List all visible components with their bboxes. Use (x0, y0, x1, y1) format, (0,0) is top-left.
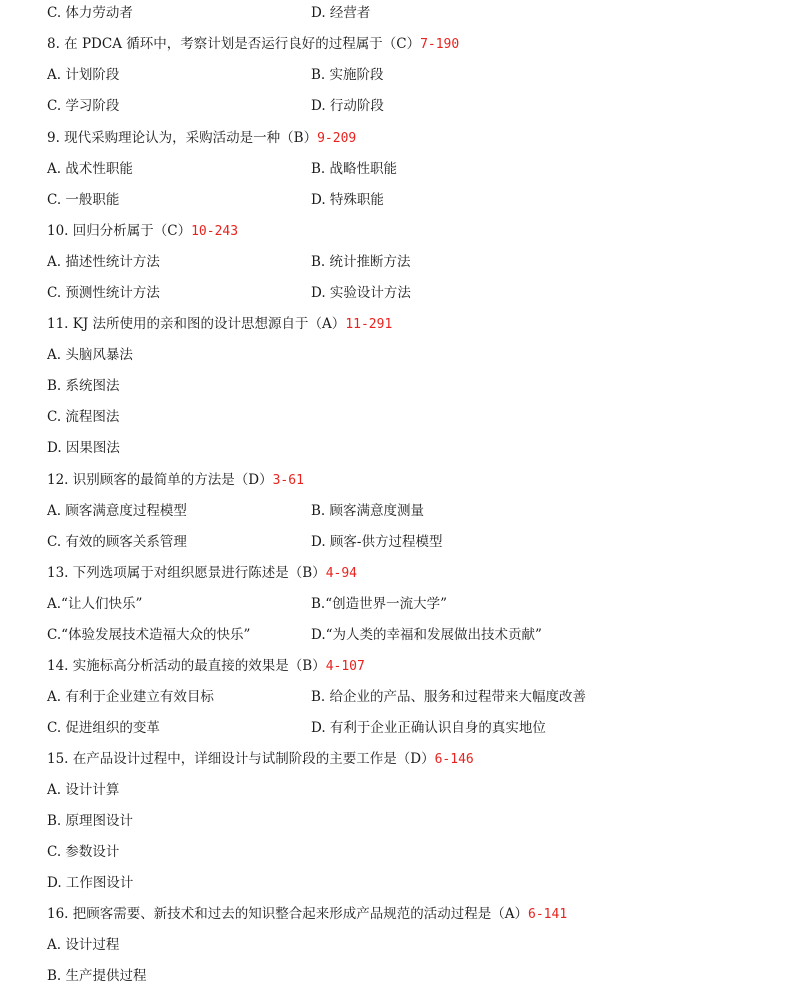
option-a: A. 顾客满意度过程模型 (47, 503, 187, 519)
option-c: C. 促进组织的变革 (47, 720, 160, 736)
question-10 (47, 221, 238, 241)
question-text: 11. KJ 法所使用的亲和图的设计思想源自于（A） (47, 316, 346, 332)
option-a: A. 战术性职能 (47, 161, 133, 177)
page-reference: 10-243 (191, 224, 239, 239)
page-reference: 6-141 (528, 907, 568, 922)
question-text: 12. 识别顾客的最简单的方法是（D） (47, 472, 273, 488)
option-b: B. 实施阶段 (311, 67, 384, 83)
option-d: D. 有利于企业正确认识自身的真实地位 (311, 720, 546, 736)
question-9 (47, 128, 356, 148)
question-11 (47, 314, 392, 334)
option-c: C. 一般职能 (47, 192, 120, 208)
option-d: D. 特殊职能 (311, 192, 384, 208)
question-16 (47, 904, 567, 924)
option-a: A. 有利于企业建立有效目标 (47, 689, 214, 705)
option-a: A. 头脑风暴法 (47, 347, 133, 363)
question-14 (47, 656, 365, 676)
page-reference: 6-146 (434, 752, 474, 767)
option-d: D. 经营者 (311, 5, 371, 21)
option-d: D. 工作图设计 (47, 875, 134, 891)
option-b: B.“创造世界一流大学” (311, 596, 448, 612)
page-reference: 4-107 (325, 659, 365, 674)
option-c: C. 体力劳动者 (47, 5, 133, 21)
option-c: C. 有效的顾客关系管理 (47, 534, 187, 550)
option-d: D. 行动阶段 (311, 98, 384, 114)
option-d: D. 顾客-供方过程模型 (311, 534, 443, 550)
question-text: 8. 在 PDCA 循环中，考察计划是否运行良好的过程属于（C） (47, 36, 421, 52)
question-13 (47, 563, 357, 583)
option-b: B. 给企业的产品、服务和过程带来大幅度改善 (311, 689, 587, 705)
option-b: B. 生产提供过程 (47, 968, 147, 984)
option-b: B. 系统图法 (47, 378, 120, 394)
question-12 (47, 470, 304, 490)
page-reference: 9-209 (317, 131, 357, 146)
page-reference: 4-94 (325, 566, 357, 581)
option-d: D. 实验设计方法 (311, 285, 411, 301)
option-a: A.“让人们快乐” (47, 596, 143, 612)
option-c: C.“体验发展技术造福大众的快乐” (47, 627, 251, 643)
option-c: C. 参数设计 (47, 844, 120, 860)
option-d: D.“为人类的幸福和发展做出技术贡献” (311, 627, 542, 643)
question-text: 16. 把顾客需要、新技术和过去的知识整合起来形成产品规范的活动过程是（A） (47, 906, 529, 922)
option-d: D. 因果图法 (47, 440, 120, 456)
option-b: B. 顾客满意度测量 (311, 503, 425, 519)
question-text: 10. 回归分析属于（C） (47, 223, 192, 239)
page-reference: 3-61 (272, 473, 304, 488)
option-b: B. 原理图设计 (47, 813, 134, 829)
question-15 (47, 749, 474, 769)
page-reference: 11-291 (345, 317, 393, 332)
option-a: A. 计划阶段 (47, 67, 120, 83)
question-text: 15. 在产品设计过程中，详细设计与试制阶段的主要工作是（D） (47, 751, 435, 767)
question-8 (47, 34, 459, 54)
option-a: A. 设计计算 (47, 782, 120, 798)
option-a: A. 设计过程 (47, 937, 120, 953)
question-text: 9. 现代采购理论认为，采购活动是一种（B） (47, 130, 318, 146)
option-c: C. 流程图法 (47, 409, 120, 425)
option-c: C. 学习阶段 (47, 98, 120, 114)
option-b: B. 统计推断方法 (311, 254, 411, 270)
option-a: A. 描述性统计方法 (47, 254, 160, 270)
option-c: C. 预测性统计方法 (47, 285, 160, 301)
option-b: B. 战略性职能 (311, 161, 398, 177)
question-text: 13. 下列选项属于对组织愿景进行陈述是（B） (47, 565, 326, 581)
page-reference: 7-190 (420, 37, 460, 52)
question-text: 14. 实施标高分析活动的最直接的效果是（B） (47, 658, 326, 674)
